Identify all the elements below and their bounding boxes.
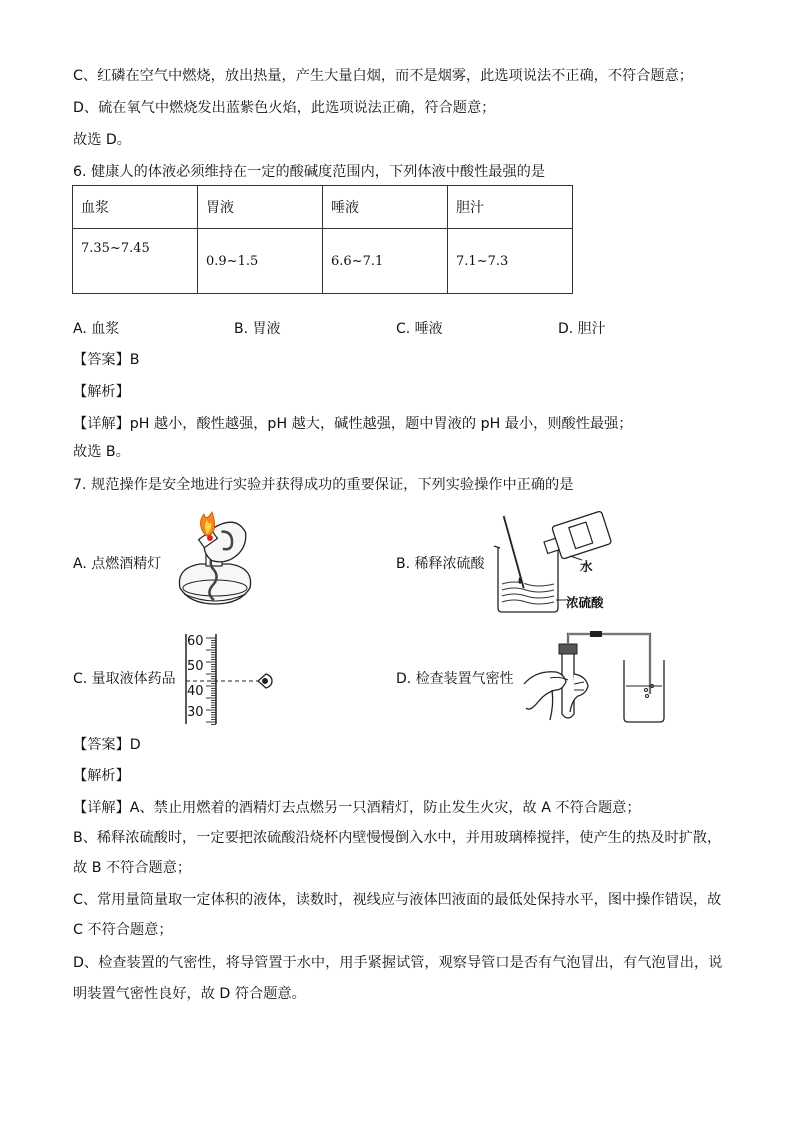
cylinder-tick-60: 60	[187, 634, 204, 649]
q7-detail-a: 【详解】A、禁止用燃着的酒精灯去点燃另一只酒精灯，防止发生火灾，故 A 不符合题意；	[73, 800, 641, 816]
value-cell-gastric: 0.9~1.5	[198, 229, 323, 294]
q6-detail: 【详解】pH 越小，酸性越强，pH 越大，碱性越强，题中胃液的 pH 最小，则酸性最强；	[73, 416, 633, 432]
value-cell-bile: 7.1~7.3	[448, 229, 573, 294]
header-cell-gastric: 胃液	[198, 186, 323, 229]
q6-option-a: A. 血浆	[73, 321, 120, 337]
cylinder-tick-50: 50	[187, 659, 204, 674]
text-line-c: C、红磷在空气中燃烧，放出热量，产生大量白烟，而不是烟雾，此选项说法不正确，不符合题意；	[73, 68, 693, 84]
value-cell-plasma: 7.35~7.45	[73, 229, 198, 294]
q7-detail-b2: 故 B 不符合题意；	[73, 860, 192, 876]
ph-table	[72, 185, 573, 294]
ph-table-value-row	[73, 229, 573, 294]
header-cell-plasma: 血浆	[73, 186, 198, 229]
q7-answer: 【答案】D	[73, 737, 141, 753]
cylinder-tick-30: 30	[187, 705, 204, 720]
ph-table-header-row	[73, 186, 573, 229]
q7-detail-d2: 明装置气密性良好，故 D 符合题意。	[73, 986, 306, 1002]
question-7-stem: 7. 规范操作是安全地进行实验并获得成功的重要保证，下列实验操作中正确的是	[73, 477, 574, 493]
header-cell-saliva: 唾液	[323, 186, 448, 229]
q6-answer: 【答案】B	[73, 352, 140, 368]
q7-option-a: A. 点燃酒精灯	[73, 556, 162, 572]
figure-d-airtightness-check	[516, 630, 666, 726]
q7-detail-d1: D、检查装置的气密性，将导管置于水中，用手紧握试管，观察导管口是否有气泡冒出，有气泡冒出，说	[73, 955, 723, 971]
text-line-d: D、硫在氧气中燃烧发出蓝紫色火焰，此选项说法正确，符合题意；	[73, 100, 496, 116]
cylinder-tick-40: 40	[187, 684, 204, 699]
q7-detail-b1: B、稀释浓硫酸时，一定要把浓硫酸沿烧杯内壁慢慢倒入水中，并用玻璃棒搅拌，使产生的热及时扩散，	[73, 830, 722, 846]
q7-detail-c2: C 不符合题意；	[73, 922, 173, 938]
figure-a-alcohol-lamps	[170, 508, 280, 620]
question-6-stem: 6. 健康人的体液必须维持在一定的酸碱度范围内，下列体液中酸性最强的是	[73, 164, 546, 180]
text-line-choose: 故选 D。	[73, 132, 131, 148]
value-cell-saliva: 6.6~7.1	[323, 229, 448, 294]
q6-option-c: C. 唾液	[396, 321, 443, 337]
q7-option-c: C. 量取液体药品	[73, 671, 176, 687]
q7-option-b: B. 稀释浓硫酸	[396, 556, 485, 572]
label-water: 水	[580, 559, 593, 574]
q7-option-d: D. 检查装置气密性	[396, 671, 514, 687]
q6-option-b: B. 胃液	[234, 321, 281, 337]
q6-conclusion: 故选 B。	[73, 444, 130, 460]
label-concentrated-acid: 浓硫酸	[566, 595, 604, 610]
q7-detail-c1: C、常用量筒量取一定体积的液体，读数时，视线应与液体凹液面的最低处保持水平，图中操作错误，故	[73, 892, 722, 908]
q6-analysis-heading: 【解析】	[73, 384, 130, 400]
header-cell-bile: 胆汁	[448, 186, 573, 229]
q7-analysis-heading: 【解析】	[73, 768, 130, 784]
q6-option-d: D. 胆汁	[558, 321, 606, 337]
